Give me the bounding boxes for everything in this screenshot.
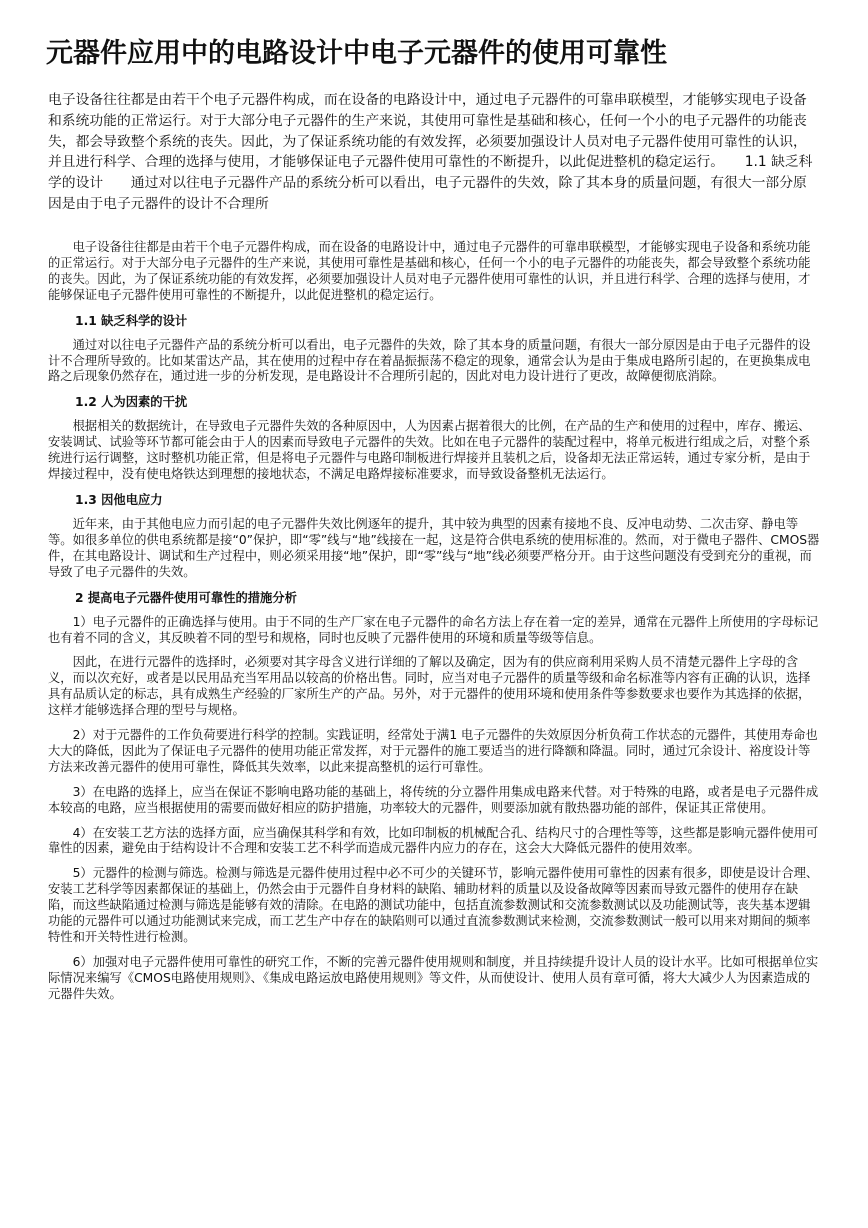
section-heading: 1.1 缺乏科学的设计 [75, 313, 188, 328]
body-paragraph: 电子设备往往都是由若干个电子元器件构成，而在设备的电路设计中，通过电子元器件的可靠串联模型，才能够实现电子设备和系统功能的正常运行。对于大部分电子元器件的生产来说，其使用可靠性是基础和核心，任何一个小的电子元器件的功能丧失，都会导致整个系统功能的丧失。因此，为了保证系统功能的有效发挥，必须要加强设计人员对电子元器件使用可靠性的认识，并且进行科学、合理的选择与使用，才能够保证电子元器件使用可靠性的不断提升，以此促进整机的稳定运行。 [48, 240, 811, 302]
body-paragraph: 近年来，由于其他电应力而引起的电子元器件失效比例逐年的提升，其中较为典型的因素有接地不良、反冲电动势、二次击穿、静电等等。如很多单位的供电系统都是接“0”保护，即“零”线与“地”线接在一起，这是符合供电系统的使用标准的。然而，对于微电子器件、CMOS器件，在其电路设计、调试和生产过程中，则必须采用接“地”保护，即“零”线与“地”线必须要严格分开。由于这些问题没有受到充分的重视，而导致了电子元器件的失效。 [48, 516, 820, 579]
abstract-paragraph: 电子设备往往都是由若干个电子元器件构成，而在设备的电路设计中，通过电子元器件的可靠串联模型，才能够实现电子设备和系统功能的正常运行。对于大部分电子元器件的生产来说，其使用可靠性是基础和核心，任何一个小的电子元器件的功能丧失，都会导致整个系统的丧失。因此，为了保证系统功能的有效发挥，必须要加强设计人员对电子元器件使用可靠性的认识，并且进行科学、合理的选择与使用，才能够保证电子元器件使用可靠性的不断提升，以此促进整机的稳定运行。 1.1 缺乏科学的设计 通过对以往电子元器件产品的系统分析可以看出，电子元器件的失效，除了其本身的质量问题，有很大一部分原因是由于电子元器件的设计不合理所 [48, 92, 813, 212]
section-heading: 1.3 因他电应力 [75, 492, 163, 507]
body-paragraph: 3）在电路的选择上，应当在保证不影响电路功能的基础上，将传统的分立器件用集成电路来代替。对于特殊的电路，或者是电子元器件成本较高的电路，应当根据使用的需要而做好相应的防护措施，功率较大的元器件，则要添加就有散热器功能的部件，保证其正常使用。 [48, 784, 819, 815]
section-heading: 2 提高电子元器件使用可靠性的措施分析 [75, 590, 297, 605]
body-paragraph: 5）元器件的检测与筛选。检测与筛选是元器件使用过程中必不可少的关键环节，影响元器件使用可靠性的因素有很多，即使是设计合理、安装工艺科学等因素都保证的基础上，仍然会由于元器件自身材料的缺陷、辅助材料的质量以及设备故障等因素而导致元器件的使用存在缺陷，而这些缺陷通过检测与筛选是能够有效的清除。在电路的测试功能中，包括直流参数测试和交流参数测试以及功能测试等，丧失基本逻辑功能的元器件可以通过功能测试来完成，而工艺生产中存在的缺陷则可以通过直流参数测试来检测，交流参数测试一般可以用来对期间的频率特性和开关特性进行检测。 [48, 866, 819, 944]
body-paragraph: 通过对以往电子元器件产品的系统分析可以看出，电子元器件的失效，除了其本身的质量问题，有很大一部分原因是由于电子元器件的设计不合理所导致的。比如某雷达产品，其在使用的过程中存在着晶振振荡不稳定的现象，通常会认为是由于集成电路所引起的，在更换集成电路之后现象仍然存在，通过进一步的分析发现，是电路设计不合理所引起的，因此对电力设计进行了更改，故障便彻底消除。 [48, 337, 811, 384]
page-title: 元器件应用中的电路设计中电子元器件的使用可靠性 [46, 38, 667, 69]
article-body [48, 240, 820, 1012]
section-heading: 1.2 人为因素的干扰 [75, 395, 188, 410]
body-paragraph: 根据相关的数据统计，在导致电子元器件失效的各种原因中，人为因素占据着很大的比例，在产品的生产和使用的过程中，库存、搬运、安装调试、试验等环节都可能会由于人的因素而导致电子元器件的失效。比如在电子元器件的装配过程中，将单元板进行组成之后，对整个系统进行运行调整，这时整机功能正常，但是将电子元器件与电路印制板进行焊接并且装机之后，设备却无法正常运转，通过专家分析，是由于焊接过程中，没有使电烙铁达到理想的接地状态，不满足电路焊接标准要求，而导致设备整机无法运行。 [48, 419, 811, 482]
body-paragraph: 2）对于元器件的工作负荷要进行科学的控制。实践证明，经常处于满1 电子元器件的失效原因分析负荷工作状态的元器件，其使用寿命也大大的降低，因此为了保证电子元器件的使用功能正常发挥，对于元器件的施工要适当的进行降额和降温。同时，通过冗余设计、裕度设计等方法来改善元器件的使用可靠性，降低其失效率，以此来提高整机的运行可靠性。 [48, 728, 818, 774]
body-paragraph: 6）加强对电子元器件使用可靠性的研究工作，不断的完善元器件使用规则和制度，并且持续提升设计人员的设计水平。比如可根据单位实际情况来编写《CMOS电路使用规则》、《集成电路运放电路使用规则》等文件，从而使设计、使用人员有章可循，将大大减少人为因素造成的元器件失效。 [48, 954, 819, 1001]
body-paragraph: 因此，在进行元器件的选择时，必须要对其字母含义进行详细的了解以及确定，因为有的供应商利用采购人员不清楚元器件上字母的含义，而以次充好，或者是以民用品充当军用品以较高的价格出售。同时，应当对电子元器件的质量等级和命名标准等内容有正确的认识，选择具有品质认定的标志，具有成熟生产经验的厂家所生产的产品。另外，对于元器件的使用环境和使用条件等参数要求也要作为其选择的依据，这样才能够选择合理的型号与规格。 [48, 655, 811, 718]
body-paragraph: 1）电子元器件的正确选择与使用。由于不同的生产厂家在电子元器件的命名方法上存在着一定的差异，通常在元器件上所使用的字母标记也有着不同的含义，其反映着不同的型号和规格，同时也反映了元器件使用的环境和质量等级等信息。 [48, 614, 819, 645]
body-paragraph: 4）在安装工艺方法的选择方面，应当确保其科学和有效，比如印制板的机械配合孔、结构尺寸的合理性等等，这些都是影响元器件使用可靠性的因素，避免由于结构设计不合理和安装工艺不科学而造成元器件内应力的存在，这会大大降低元器件的使用效率。 [48, 825, 819, 856]
